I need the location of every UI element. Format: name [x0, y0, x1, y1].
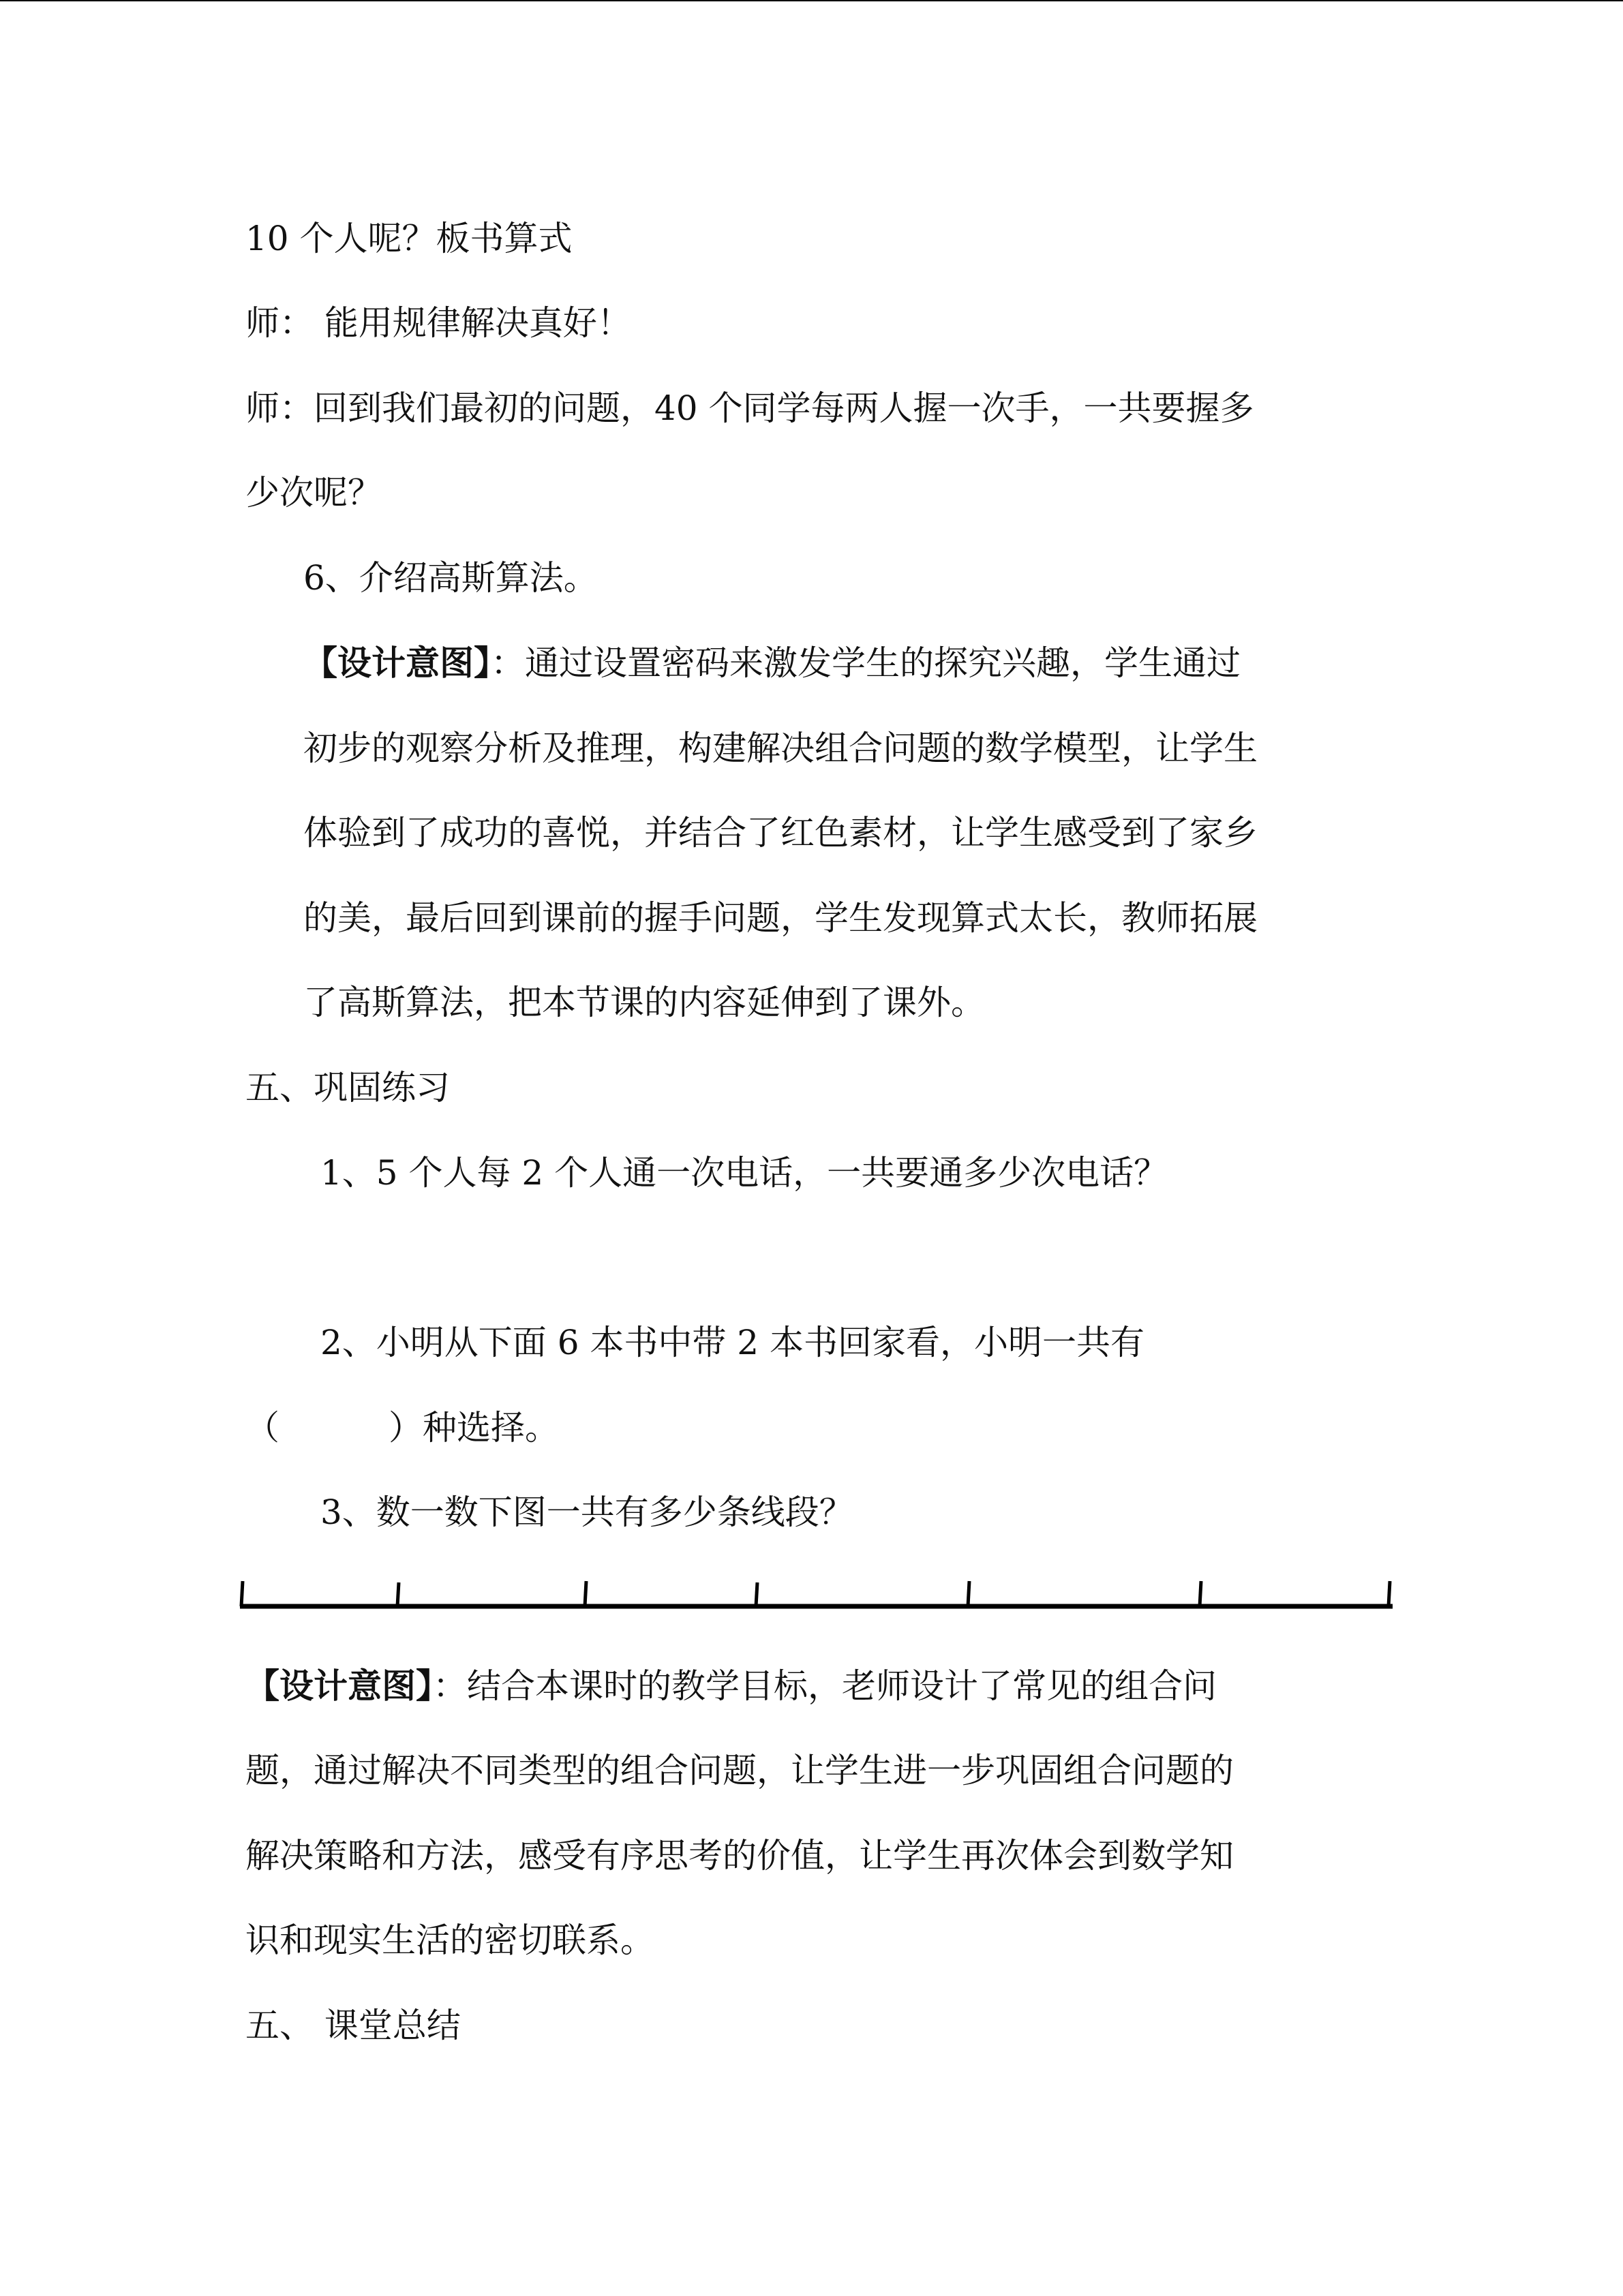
segment-tick [1200, 1581, 1201, 1606]
paragraph-line: 的美，最后回到课前的握手问题，学生发现算式太长，教师拓展 [303, 898, 1258, 938]
exercise-item: 1、5 个人每 2 个人通一次电话，一共要通多少次电话？ [320, 1153, 1168, 1193]
text-line: 师： 能用规律解决真好！ [245, 303, 631, 343]
design-intent-label: 【设计意图】 [303, 643, 491, 683]
section-heading-summary: 五、 课堂总结 [245, 2006, 461, 2045]
paragraph-text: ：通过设置密码来激发学生的探究兴趣，学生通过 [491, 643, 1241, 683]
design-intent-paragraph [245, 1666, 1217, 1706]
text-line: 10 个人呢？板书算式 [245, 219, 573, 258]
open-paren: （ [245, 1408, 279, 1448]
exercise-item: 3、数一数下图一共有多少条线段？ [320, 1493, 853, 1532]
paragraph-text: ：结合本课时的教学目标，老师设计了常见的组合问 [433, 1666, 1217, 1706]
segment-tick [756, 1582, 757, 1606]
exercise-item: 2、小明从下面 6 本书中带 2 本书回家看，小明一共有 [320, 1323, 1145, 1362]
line-segment-figure [0, 1, 1623, 2296]
segment-tick [585, 1581, 586, 1606]
segment-tick [968, 1581, 969, 1606]
paragraph-line: 识和现实生活的密切联系。 [245, 1920, 654, 1960]
paragraph-line: 了高斯算法，把本节课的内容延伸到了课外。 [303, 983, 985, 1022]
segment-tick [241, 1581, 243, 1606]
paragraph-line: 体验到了成功的喜悦，并结合了红色素材，让学生感受到了家乡 [303, 813, 1258, 853]
design-intent-label: 【设计意图】 [245, 1666, 433, 1706]
section-heading-practice: 五、巩固练习 [245, 1068, 450, 1107]
paragraph-line: 初步的观察分析及推理，构建解决组合问题的数学模型，让学生 [303, 729, 1258, 768]
segment-tick [1389, 1581, 1390, 1606]
segment-tick [397, 1582, 399, 1606]
paren-tail: ）种选择。 [389, 1408, 559, 1448]
text-line: 少次呢？ [245, 473, 382, 512]
text-line: 师：回到我们最初的问题，40 个同学每两人握一次手，一共要握多 [245, 388, 1254, 428]
paragraph-line: 题，通过解决不同类型的组合问题，让学生进一步巩固组合问题的 [245, 1751, 1234, 1790]
paragraph-line: 解决策略和方法，感受有序思考的价值，让学生再次体会到数学知 [245, 1836, 1234, 1876]
list-item-heading: 6、介绍高斯算法。 [303, 558, 598, 598]
